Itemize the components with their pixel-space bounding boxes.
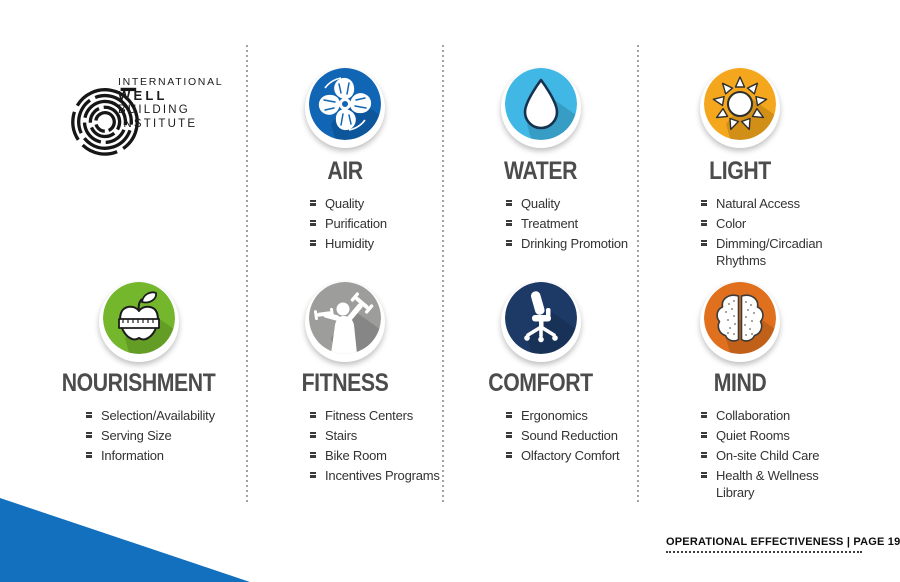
category-bullets bbox=[506, 407, 638, 464]
footer-label: OPERATIONAL EFFECTIVENESS | PAGE 19 bbox=[666, 536, 900, 548]
column-separator bbox=[637, 45, 639, 505]
category-title: WATER bbox=[503, 157, 578, 185]
category-bullets bbox=[310, 195, 443, 252]
bullet-item: Purification bbox=[310, 215, 443, 232]
person-exercise-icon bbox=[305, 282, 385, 362]
droplet-icon bbox=[501, 68, 581, 148]
category-bullets bbox=[701, 195, 842, 269]
category-bullets bbox=[310, 407, 443, 484]
bullet-item: Quality bbox=[310, 195, 443, 212]
bullet-item: Selection/Availability bbox=[86, 407, 236, 424]
category-title: NOURISHMENT bbox=[61, 369, 216, 397]
bullet-item: Olfactory Comfort bbox=[506, 447, 638, 464]
category-nourishment bbox=[30, 274, 247, 467]
bullet-item: Collaboration bbox=[701, 407, 842, 424]
footer-dotted-rule bbox=[666, 551, 862, 553]
bullet-item: Natural Access bbox=[701, 195, 842, 212]
category-title: FITNESS bbox=[301, 369, 389, 397]
apple-icon bbox=[99, 282, 179, 362]
bullet-item: Information bbox=[86, 447, 236, 464]
category-fitness bbox=[247, 274, 443, 487]
bullet-item: Ergonomics bbox=[506, 407, 638, 424]
bullet-item: Serving Size bbox=[86, 427, 236, 444]
category-air bbox=[247, 40, 443, 255]
category-mind bbox=[638, 274, 842, 504]
bullet-item: Color bbox=[701, 215, 842, 232]
logo-line-building: BUILDING bbox=[118, 104, 190, 116]
category-comfort bbox=[443, 274, 638, 467]
bullet-item: Sound Reduction bbox=[506, 427, 638, 444]
bullet-item: Incentives Programs bbox=[310, 467, 443, 484]
category-title: COMFORT bbox=[488, 369, 593, 397]
bullet-item: Treatment bbox=[506, 215, 638, 232]
bullet-item: Humidity bbox=[310, 235, 443, 252]
bullet-item: On-site Child Care bbox=[701, 447, 842, 464]
bullet-item: Fitness Centers bbox=[310, 407, 443, 424]
bullet-item: Quality bbox=[506, 195, 638, 212]
corner-triangle-decoration bbox=[0, 498, 250, 582]
bullet-item: Bike Room bbox=[310, 447, 443, 464]
bullet-item: Quiet Rooms bbox=[701, 427, 842, 444]
category-title: AIR bbox=[327, 157, 363, 185]
logo-line-institute: INSTITUTE bbox=[118, 118, 198, 130]
bullet-item: Stairs bbox=[310, 427, 443, 444]
category-bullets bbox=[701, 407, 842, 501]
category-water bbox=[443, 40, 638, 255]
category-light bbox=[638, 40, 842, 272]
column-separator bbox=[246, 45, 248, 505]
sun-icon bbox=[700, 68, 780, 148]
logo-line-well: WELL bbox=[118, 88, 168, 103]
brain-icon bbox=[700, 282, 780, 362]
category-title: LIGHT bbox=[709, 157, 771, 185]
bullet-item: Dimming/Circadian Rhythms bbox=[701, 235, 842, 269]
office-chair-icon bbox=[501, 282, 581, 362]
bullet-item: Drinking Promotion bbox=[506, 235, 638, 252]
bullet-item: Health & Wellness Library bbox=[701, 467, 842, 501]
column-separator bbox=[442, 45, 444, 505]
logo-line-international: INTERNATIONAL bbox=[118, 76, 224, 88]
category-bullets bbox=[506, 195, 638, 252]
logo-text bbox=[118, 76, 223, 131]
fan-icon bbox=[305, 68, 385, 148]
category-bullets bbox=[86, 407, 247, 464]
category-title: MIND bbox=[713, 369, 767, 397]
footer bbox=[666, 536, 900, 553]
